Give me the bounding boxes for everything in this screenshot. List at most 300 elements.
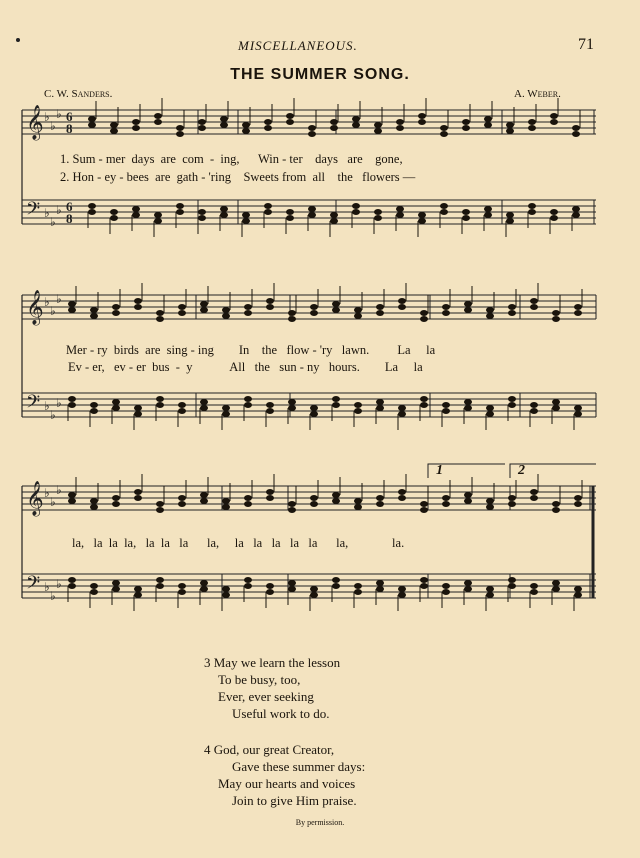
flat-sign: ♭ bbox=[50, 215, 56, 229]
notehead bbox=[110, 128, 118, 134]
system3-lyrics: la, la la la, la la la la, la la la la la la, la. bbox=[72, 536, 405, 550]
notehead bbox=[112, 586, 120, 592]
notehead bbox=[200, 399, 208, 405]
notehead bbox=[90, 498, 98, 504]
song-title: THE SUMMER SONG. bbox=[230, 66, 410, 83]
notehead bbox=[376, 399, 384, 405]
notehead bbox=[376, 580, 384, 586]
notehead bbox=[308, 206, 316, 212]
notehead bbox=[176, 209, 184, 215]
notehead bbox=[420, 577, 428, 583]
notehead bbox=[156, 396, 164, 402]
notehead bbox=[508, 402, 516, 408]
notehead bbox=[288, 316, 296, 322]
notehead bbox=[530, 495, 538, 501]
notehead bbox=[220, 212, 228, 218]
bass-clef: 𝄢 bbox=[26, 573, 41, 598]
notehead bbox=[418, 113, 426, 119]
system1-verse2-lyrics: 2. Hon - ey - bees are gath - 'ring Sweets from all the flowers — bbox=[60, 170, 416, 184]
notehead bbox=[222, 504, 230, 510]
notehead bbox=[530, 583, 538, 589]
lyricist-credit: C. W. Sanders. bbox=[44, 88, 113, 100]
notehead bbox=[222, 498, 230, 504]
notehead bbox=[266, 402, 274, 408]
notehead bbox=[156, 507, 164, 513]
notehead bbox=[574, 501, 582, 507]
notehead bbox=[420, 396, 428, 402]
notehead bbox=[464, 492, 472, 498]
notehead bbox=[200, 307, 208, 313]
notehead bbox=[442, 304, 450, 310]
notehead bbox=[530, 402, 538, 408]
flat-sign: ♭ bbox=[50, 495, 56, 509]
notehead bbox=[242, 128, 250, 134]
notehead bbox=[440, 209, 448, 215]
notehead bbox=[464, 307, 472, 313]
verse-3 bbox=[204, 654, 340, 722]
system2-verse2-lyrics: Ev - er, ev - er bus - y All the sun - ny hours. La la bbox=[68, 360, 423, 374]
notehead bbox=[244, 396, 252, 402]
notehead bbox=[352, 122, 360, 128]
notehead bbox=[572, 206, 580, 212]
notehead bbox=[200, 301, 208, 307]
notehead bbox=[134, 495, 142, 501]
bass-clef: 𝄢 bbox=[26, 199, 41, 224]
notehead bbox=[242, 218, 250, 224]
notehead bbox=[484, 122, 492, 128]
notehead bbox=[376, 405, 384, 411]
notehead bbox=[332, 396, 340, 402]
notehead bbox=[484, 212, 492, 218]
notehead bbox=[310, 405, 318, 411]
notehead bbox=[418, 212, 426, 218]
notehead bbox=[134, 411, 142, 417]
notehead bbox=[264, 209, 272, 215]
notehead bbox=[68, 492, 76, 498]
notehead bbox=[550, 209, 558, 215]
system1-verse1-lyrics: 1. Sum - mer days are com - ing, Win - ter days are gone, bbox=[60, 152, 403, 166]
notehead bbox=[222, 592, 230, 598]
notehead bbox=[330, 212, 338, 218]
notehead bbox=[68, 307, 76, 313]
flat-sign: ♭ bbox=[44, 295, 50, 309]
notehead bbox=[552, 316, 560, 322]
verse-4-line: Gave these summer days: bbox=[232, 759, 366, 774]
notehead bbox=[528, 119, 536, 125]
notehead bbox=[178, 304, 186, 310]
notehead bbox=[310, 304, 318, 310]
notehead bbox=[266, 589, 274, 595]
flat-sign: ♭ bbox=[50, 408, 56, 422]
notehead bbox=[286, 119, 294, 125]
section-heading: MISCELLANEOUS. bbox=[238, 38, 358, 53]
notehead bbox=[200, 498, 208, 504]
notehead bbox=[572, 125, 580, 131]
notehead bbox=[156, 402, 164, 408]
notehead bbox=[442, 495, 450, 501]
notehead bbox=[420, 310, 428, 316]
notehead bbox=[90, 589, 98, 595]
notehead bbox=[156, 583, 164, 589]
notehead bbox=[352, 116, 360, 122]
time-signature: 8 bbox=[66, 121, 73, 136]
notehead bbox=[112, 580, 120, 586]
notehead bbox=[90, 307, 98, 313]
notehead bbox=[244, 583, 252, 589]
notehead bbox=[222, 411, 230, 417]
notehead bbox=[198, 209, 206, 215]
notehead bbox=[288, 580, 296, 586]
notehead bbox=[486, 586, 494, 592]
notehead bbox=[310, 495, 318, 501]
notehead bbox=[308, 125, 316, 131]
notehead bbox=[330, 218, 338, 224]
notehead bbox=[244, 310, 252, 316]
notehead bbox=[530, 489, 538, 495]
volta-1-label: 1 bbox=[436, 463, 443, 478]
bass-clef: 𝄢 bbox=[26, 392, 41, 417]
verse-3-line: Ever, ever seeking bbox=[218, 689, 314, 704]
notehead bbox=[398, 411, 406, 417]
notehead bbox=[132, 125, 140, 131]
notehead bbox=[288, 310, 296, 316]
notehead bbox=[178, 408, 186, 414]
notehead bbox=[442, 408, 450, 414]
notehead bbox=[352, 209, 360, 215]
notehead bbox=[574, 304, 582, 310]
notehead bbox=[574, 310, 582, 316]
notehead bbox=[200, 405, 208, 411]
notehead bbox=[398, 592, 406, 598]
notehead bbox=[462, 209, 470, 215]
notehead bbox=[486, 307, 494, 313]
notehead bbox=[222, 586, 230, 592]
notehead bbox=[462, 215, 470, 221]
notehead bbox=[266, 298, 274, 304]
notehead bbox=[266, 408, 274, 414]
notehead bbox=[88, 203, 96, 209]
notehead bbox=[110, 209, 118, 215]
notehead bbox=[288, 405, 296, 411]
flat-sign: ♭ bbox=[44, 580, 50, 594]
notehead bbox=[266, 583, 274, 589]
notehead bbox=[310, 310, 318, 316]
notehead bbox=[484, 206, 492, 212]
time-signature: 8 bbox=[66, 211, 73, 226]
notehead bbox=[508, 310, 516, 316]
notehead bbox=[464, 405, 472, 411]
notehead bbox=[132, 212, 140, 218]
notehead bbox=[156, 316, 164, 322]
notehead bbox=[486, 313, 494, 319]
flat-sign: ♭ bbox=[50, 304, 56, 318]
notehead bbox=[420, 402, 428, 408]
notehead bbox=[222, 313, 230, 319]
flat-sign: ♭ bbox=[50, 119, 56, 133]
flat-sign: ♭ bbox=[44, 399, 50, 413]
notehead bbox=[332, 577, 340, 583]
verse-3-line: Useful work to do. bbox=[232, 706, 330, 721]
notehead bbox=[90, 583, 98, 589]
notehead bbox=[374, 209, 382, 215]
notehead bbox=[486, 498, 494, 504]
flat-sign: ♭ bbox=[50, 589, 56, 603]
time-signature: 6 bbox=[66, 109, 73, 124]
notehead bbox=[420, 316, 428, 322]
notehead bbox=[266, 489, 274, 495]
notehead bbox=[112, 501, 120, 507]
flat-sign: ♭ bbox=[44, 206, 50, 220]
notehead bbox=[354, 307, 362, 313]
notehead bbox=[506, 122, 514, 128]
notehead bbox=[506, 218, 514, 224]
notehead bbox=[530, 304, 538, 310]
notehead bbox=[220, 206, 228, 212]
notehead bbox=[528, 203, 536, 209]
notehead bbox=[354, 313, 362, 319]
notehead bbox=[354, 402, 362, 408]
notehead bbox=[110, 122, 118, 128]
notehead bbox=[376, 501, 384, 507]
notehead bbox=[352, 203, 360, 209]
notehead bbox=[508, 501, 516, 507]
notehead bbox=[550, 215, 558, 221]
notehead bbox=[420, 507, 428, 513]
verse-4-line: 4 God, our great Creator, bbox=[204, 742, 335, 757]
notehead bbox=[440, 203, 448, 209]
notehead bbox=[354, 408, 362, 414]
notehead bbox=[244, 304, 252, 310]
notehead bbox=[68, 301, 76, 307]
notehead bbox=[90, 313, 98, 319]
notehead bbox=[154, 212, 162, 218]
notehead bbox=[552, 580, 560, 586]
notehead bbox=[310, 586, 318, 592]
notehead bbox=[68, 402, 76, 408]
notehead bbox=[484, 116, 492, 122]
notehead bbox=[396, 212, 404, 218]
notehead bbox=[176, 125, 184, 131]
notehead bbox=[134, 298, 142, 304]
verse-4-line: May our hearts and voices bbox=[218, 776, 356, 791]
notehead bbox=[156, 501, 164, 507]
notehead bbox=[288, 507, 296, 513]
notehead bbox=[464, 580, 472, 586]
verse-4 bbox=[204, 741, 365, 809]
notehead bbox=[332, 583, 340, 589]
notehead bbox=[464, 301, 472, 307]
notehead bbox=[332, 402, 340, 408]
notehead bbox=[374, 128, 382, 134]
notehead bbox=[178, 310, 186, 316]
notehead bbox=[552, 399, 560, 405]
notehead bbox=[112, 310, 120, 316]
notehead bbox=[134, 586, 142, 592]
notehead bbox=[376, 310, 384, 316]
notehead bbox=[464, 586, 472, 592]
notehead bbox=[374, 215, 382, 221]
notehead bbox=[552, 405, 560, 411]
notehead bbox=[286, 113, 294, 119]
notehead bbox=[376, 304, 384, 310]
notehead bbox=[154, 113, 162, 119]
notehead bbox=[574, 405, 582, 411]
notehead bbox=[486, 592, 494, 598]
notehead bbox=[398, 304, 406, 310]
notehead bbox=[244, 402, 252, 408]
notehead bbox=[398, 495, 406, 501]
notehead bbox=[266, 495, 274, 501]
notehead bbox=[90, 504, 98, 510]
notehead bbox=[88, 116, 96, 122]
notehead bbox=[88, 122, 96, 128]
notehead bbox=[398, 298, 406, 304]
notehead bbox=[418, 119, 426, 125]
notehead bbox=[550, 113, 558, 119]
notehead bbox=[574, 495, 582, 501]
notehead bbox=[440, 125, 448, 131]
notehead bbox=[200, 586, 208, 592]
notehead bbox=[530, 589, 538, 595]
permission-note: By permission. bbox=[295, 818, 345, 827]
time-signature: 6 bbox=[66, 199, 73, 214]
flat-sign: ♭ bbox=[56, 203, 62, 217]
notehead bbox=[220, 122, 228, 128]
notehead bbox=[552, 501, 560, 507]
flat-sign: ♭ bbox=[44, 110, 50, 124]
verse-3-line: 3 May we learn the lesson bbox=[204, 655, 341, 670]
notehead bbox=[376, 495, 384, 501]
flat-sign: ♭ bbox=[44, 486, 50, 500]
notehead bbox=[198, 125, 206, 131]
notehead bbox=[310, 411, 318, 417]
notehead bbox=[308, 131, 316, 137]
notehead bbox=[68, 396, 76, 402]
notehead bbox=[552, 586, 560, 592]
notehead bbox=[242, 212, 250, 218]
notehead bbox=[88, 209, 96, 215]
notehead bbox=[442, 589, 450, 595]
notehead bbox=[354, 504, 362, 510]
notehead bbox=[156, 310, 164, 316]
notehead bbox=[156, 577, 164, 583]
notehead bbox=[112, 399, 120, 405]
notehead bbox=[288, 399, 296, 405]
notehead bbox=[68, 498, 76, 504]
notehead bbox=[530, 408, 538, 414]
notehead bbox=[574, 586, 582, 592]
notehead bbox=[420, 583, 428, 589]
notehead bbox=[178, 501, 186, 507]
notehead bbox=[398, 586, 406, 592]
notehead bbox=[398, 405, 406, 411]
notehead bbox=[176, 131, 184, 137]
notehead bbox=[68, 577, 76, 583]
notehead bbox=[178, 402, 186, 408]
notehead bbox=[154, 119, 162, 125]
notehead bbox=[442, 583, 450, 589]
notehead bbox=[242, 122, 250, 128]
notehead bbox=[286, 209, 294, 215]
notehead bbox=[442, 501, 450, 507]
notehead bbox=[528, 125, 536, 131]
notehead bbox=[198, 119, 206, 125]
notehead bbox=[220, 116, 228, 122]
notehead bbox=[442, 402, 450, 408]
notehead bbox=[222, 405, 230, 411]
notehead bbox=[396, 125, 404, 131]
notehead bbox=[528, 209, 536, 215]
flat-sign: ♭ bbox=[56, 292, 62, 306]
verse-4-line: Join to give Him praise. bbox=[232, 793, 357, 808]
notehead bbox=[486, 405, 494, 411]
treble-clef: 𝄞 bbox=[26, 290, 44, 325]
notehead bbox=[134, 405, 142, 411]
notehead bbox=[508, 396, 516, 402]
notehead bbox=[332, 492, 340, 498]
notehead bbox=[132, 206, 140, 212]
notehead bbox=[574, 592, 582, 598]
notehead bbox=[264, 125, 272, 131]
notehead bbox=[178, 589, 186, 595]
notehead bbox=[354, 498, 362, 504]
notehead bbox=[396, 206, 404, 212]
flat-sign: ♭ bbox=[56, 396, 62, 410]
notehead bbox=[264, 203, 272, 209]
notehead bbox=[134, 489, 142, 495]
notehead bbox=[418, 218, 426, 224]
notehead bbox=[244, 501, 252, 507]
notehead bbox=[508, 495, 516, 501]
notehead bbox=[244, 495, 252, 501]
notehead bbox=[332, 301, 340, 307]
notehead bbox=[222, 307, 230, 313]
notehead bbox=[310, 501, 318, 507]
verse-3-line: To be busy, too, bbox=[218, 672, 301, 687]
notehead bbox=[90, 402, 98, 408]
notehead bbox=[310, 592, 318, 598]
notehead bbox=[442, 310, 450, 316]
notehead bbox=[178, 495, 186, 501]
notehead bbox=[200, 492, 208, 498]
notehead bbox=[462, 119, 470, 125]
notehead bbox=[308, 212, 316, 218]
notehead bbox=[176, 203, 184, 209]
notehead bbox=[440, 131, 448, 137]
treble-clef: 𝄞 bbox=[26, 105, 44, 140]
notehead bbox=[110, 215, 118, 221]
notehead bbox=[154, 218, 162, 224]
notehead bbox=[266, 304, 274, 310]
notehead bbox=[486, 504, 494, 510]
notehead bbox=[332, 498, 340, 504]
notehead bbox=[396, 119, 404, 125]
composer-credit: A. Weber. bbox=[514, 88, 561, 100]
notehead bbox=[572, 212, 580, 218]
notehead bbox=[244, 577, 252, 583]
notehead bbox=[134, 304, 142, 310]
flat-sign: ♭ bbox=[56, 483, 62, 497]
page-number: 71 bbox=[578, 36, 594, 53]
flat-sign: ♭ bbox=[56, 107, 62, 121]
notehead bbox=[464, 498, 472, 504]
notehead bbox=[288, 501, 296, 507]
treble-clef: 𝄞 bbox=[26, 481, 44, 516]
flat-sign: ♭ bbox=[56, 577, 62, 591]
notehead bbox=[530, 298, 538, 304]
notehead bbox=[464, 399, 472, 405]
notehead bbox=[508, 583, 516, 589]
